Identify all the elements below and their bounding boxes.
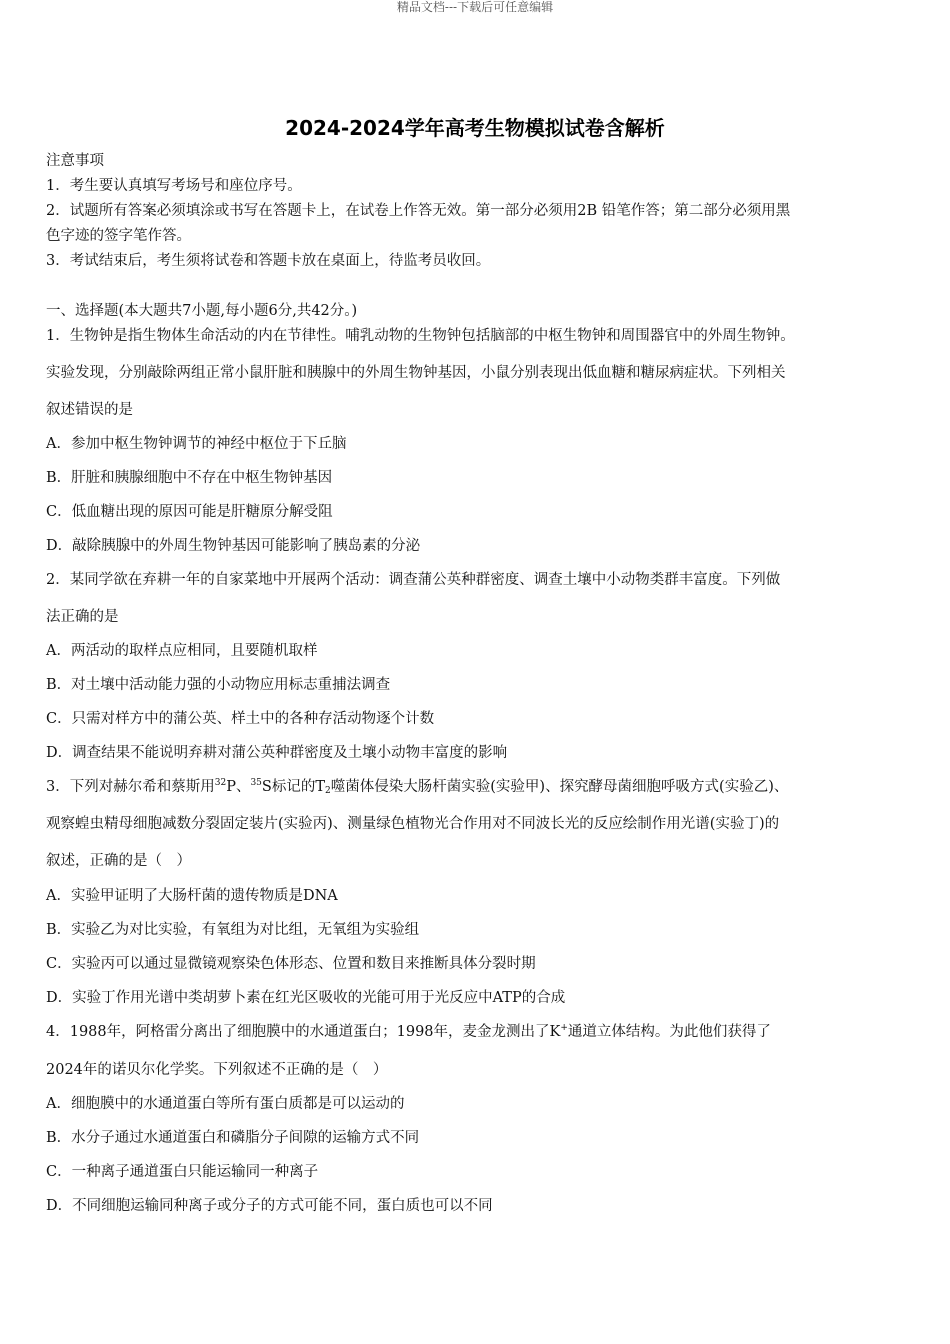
notice-item-1: 1．考生要认真填写考场号和座位序号。	[46, 178, 302, 194]
q3-sup-35: 35	[250, 778, 262, 788]
q4-text-a: 4．1988年，阿格雷分离出了细胞膜中的水通道蛋白；1998年，麦金龙测出了K	[46, 1024, 561, 1040]
q4-stem-line-2: 2024年的诺贝尔化学奖。下列叙述不正确的是（ ）	[46, 1062, 388, 1078]
q1-stem-line-2: 实验发现，分别敲除两组正常小鼠肝脏和胰腺中的外周生物钟基因，小鼠分别表现出低血糖和糖尿病症状。下列相关	[46, 365, 786, 381]
q1-option-b: B．肝脏和胰腺细胞中不存在中枢生物钟基因	[46, 470, 333, 486]
q2-stem-line-1: 2．某同学欲在弃耕一年的自家菜地中开展两个活动：调查蒲公英种群密度、调查土壤中小动物类群丰富度。下列做	[46, 572, 781, 588]
q3-text-b: P、	[226, 779, 251, 795]
q4-option-c: C．一种离子通道蛋白只能运输同一种离子	[46, 1164, 319, 1180]
q3-text-c: S标记的T	[261, 779, 326, 795]
notice-item-2: 2．试题所有答案必须填涂或书写在答题卡上，在试卷上作答无效。第一部分必须用2B 铅笔作答；第二部分必须用黑	[46, 203, 791, 219]
q1-stem-line-1: 1．生物钟是指生物体生命活动的内在节律性。哺乳动物的生物钟包括脑部的中枢生物钟和周围器官中的外周生物钟。	[46, 328, 795, 344]
q3-stem-line-2: 观察蝗虫精母细胞减数分裂固定装片(实验丙)、测量绿色植物光合作用对不同波长光的反应绘制作用光谱(实验丁)的	[46, 816, 780, 832]
q3-option-b: B．实验乙为对比实验，有氧组为对比组，无氧组为实验组	[46, 922, 420, 938]
q1-option-c: C．低血糖出现的原因可能是肝糖原分解受阻	[46, 504, 333, 520]
notice-item-3: 3．考试结束后，考生须将试卷和答题卡放在桌面上，待监考员收回。	[46, 253, 491, 269]
q2-option-a: A．两活动的取样点应相同，且要随机取样	[46, 643, 318, 659]
notice-heading: 注意事项	[46, 153, 104, 169]
q3-option-c: C．实验丙可以通过显微镜观察染色体形态、位置和数目来推断具体分裂时期	[46, 956, 536, 972]
q4-stem-line-1	[46, 1022, 906, 1042]
q3-text-d: 噬菌体侵染大肠杆菌实验(实验甲)、探究酵母菌细胞呼吸方式(实验乙)、	[330, 779, 789, 795]
q1-option-a: A．参加中枢生物钟调节的神经中枢位于下丘脑	[46, 436, 347, 452]
q3-sup-32: 32	[214, 778, 227, 788]
q1-stem-line-3: 叙述错误的是	[46, 402, 133, 418]
q2-option-d: D．调查结果不能说明弃耕对蒲公英种群密度及土壤小动物丰富度的影响	[46, 745, 508, 761]
notice-item-2-cont: 色字迹的签字笔作答。	[46, 228, 191, 244]
q4-option-a: A．细胞膜中的水通道蛋白等所有蛋白质都是可以运动的	[46, 1096, 405, 1112]
q3-sub-2: 2	[325, 786, 331, 796]
q3-stem-line-1	[46, 777, 906, 797]
q3-option-a: A．实验甲证明了大肠杆菌的遗传物质是DNA	[46, 888, 338, 904]
q3-stem-line-3: 叙述，正确的是（ ）	[46, 853, 191, 869]
q3-option-d: D．实验丁作用光谱中类胡萝卜素在红光区吸收的光能可用于光反应中ATP的合成	[46, 990, 566, 1006]
page-title: 2024-2024学年高考生物模拟试卷含解析	[285, 116, 665, 140]
section-heading: 一、选择题(本大题共7小题,每小题6分,共42分。)	[46, 303, 358, 319]
q4-text-b: 通道立体结构。为此他们获得了	[567, 1024, 771, 1040]
q2-option-b: B．对土壤中活动能力强的小动物应用标志重捕法调查	[46, 677, 391, 693]
q3-text-a: 3．下列对赫尔希和蔡斯用	[46, 779, 215, 795]
q2-stem-line-2: 法正确的是	[46, 609, 119, 625]
page-header: 精品文档---下载后可任意编辑	[396, 0, 554, 14]
q4-sup-plus: +	[560, 1023, 568, 1033]
q2-option-c: C．只需对样方中的蒲公英、样土中的各种存活动物逐个计数	[46, 711, 435, 727]
q4-option-d: D．不同细胞运输同种离子或分子的方式可能不同，蛋白质也可以不同	[46, 1198, 493, 1214]
q1-option-d: D．敲除胰腺中的外周生物钟基因可能影响了胰岛素的分泌	[46, 538, 421, 554]
q4-option-b: B．水分子通过水通道蛋白和磷脂分子间隙的运输方式不同	[46, 1130, 420, 1146]
